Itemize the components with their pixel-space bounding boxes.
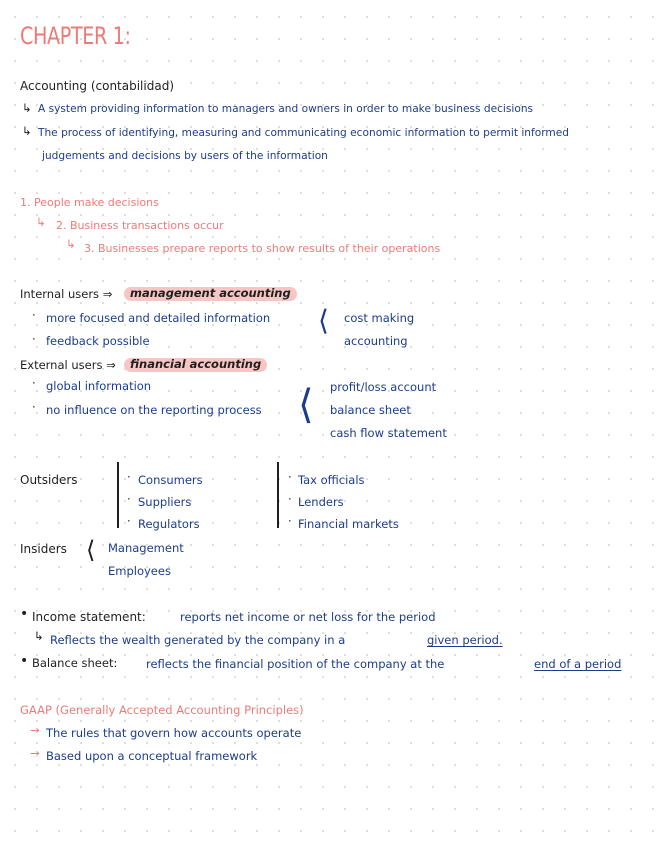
bullet-dot: · [32, 332, 36, 346]
bullet-dot: · [127, 492, 131, 506]
balance-sheet-underlined: end of a period [534, 657, 622, 671]
income-statement-sub-underlined: given period. [427, 633, 503, 647]
arrow-icon: ↳ [22, 124, 32, 138]
outsider-col1-item-3: Regulators [138, 517, 200, 531]
divider [117, 462, 119, 528]
chapter-title: CHAPTER 1: [20, 22, 131, 50]
internal-users-label: Internal users ⇒ [20, 287, 113, 301]
external-brace-item-3: cash flow statement [330, 426, 447, 440]
bullet-dot: · [288, 470, 292, 484]
gaap-item-2: Based upon a conceptual framework [46, 749, 258, 763]
gaap-heading: GAAP (Generally Accepted Accounting Principles) [20, 703, 304, 717]
income-statement-sub: Reflects the wealth generated by the company in a [50, 633, 346, 647]
step-3: 3. Businesses prepare reports to show results of their operations [84, 242, 441, 255]
bullet-dot: · [32, 376, 36, 390]
divider [277, 462, 279, 528]
bullet-dot: · [127, 470, 131, 484]
outsider-col2-item-1: Tax officials [298, 473, 365, 487]
balance-sheet-label: Balance sheet: [32, 656, 118, 670]
bullet-dot: · [32, 308, 36, 322]
bullet-dot: · [288, 492, 292, 506]
external-bullet-2: no influence on the reporting process [46, 403, 262, 417]
outsider-col2-item-2: Lenders [298, 495, 344, 509]
external-bullet-1: global information [46, 379, 152, 393]
bullet-dot: · [127, 514, 131, 528]
internal-brace-item-2: accounting [344, 334, 408, 348]
bullet-dot: • [20, 653, 29, 669]
step-2: 2. Business transactions occur [56, 219, 224, 232]
outsiders-label: Outsiders [20, 473, 78, 487]
insiders-label: Insiders [20, 542, 67, 556]
outsider-col1-item-2: Suppliers [138, 495, 192, 509]
bullet-dot: • [20, 606, 29, 622]
accounting-heading: Accounting (contabilidad) [20, 79, 174, 93]
internal-brace-item-1: cost making [344, 311, 415, 325]
insider-item-1: Management [108, 541, 184, 555]
outsider-col2-item-3: Financial markets [298, 517, 399, 531]
accounting-def-2-line-2: judgements and decisions by users of the information [42, 150, 328, 162]
insider-item-2: Employees [108, 564, 171, 578]
brace-icon: ⟨ [86, 536, 96, 564]
arrow-icon: ↳ [34, 629, 44, 643]
arrow-icon: → [30, 723, 40, 737]
income-statement-text: reports net income or net loss for the period [180, 610, 436, 624]
gaap-item-1: The rules that govern how accounts operate [46, 726, 302, 740]
step-1: 1. People make decisions [20, 196, 159, 209]
management-accounting-highlight: management accounting [124, 287, 297, 301]
arrow-icon: ↳ [66, 237, 76, 251]
internal-bullet-2: feedback possible [46, 334, 150, 348]
internal-bullet-1: more focused and detailed information [46, 311, 271, 325]
bullet-dot: · [32, 400, 36, 414]
balance-sheet-text: reflects the financial position of the company at the [146, 657, 445, 671]
external-brace-item-2: balance sheet [330, 403, 411, 417]
accounting-def-2-line-1: The process of identifying, measuring and communicating economic information to permit informed [38, 127, 569, 139]
external-brace-item-1: profit/loss account [330, 380, 437, 394]
outsider-col1-item-1: Consumers [138, 473, 203, 487]
accounting-def-1: A system providing information to managers and owners in order to make business decisions [38, 103, 534, 115]
financial-accounting-highlight: financial accounting [124, 358, 267, 372]
arrow-icon: ↳ [22, 101, 32, 115]
brace-icon: ⟨ [298, 382, 314, 428]
arrow-icon: ↳ [36, 215, 46, 229]
income-statement-label: Income statement: [32, 610, 146, 624]
arrow-icon: → [30, 746, 40, 760]
external-users-label: External users ⇒ [20, 358, 116, 372]
bullet-dot: · [288, 514, 292, 528]
brace-icon: ⟨ [318, 304, 329, 337]
